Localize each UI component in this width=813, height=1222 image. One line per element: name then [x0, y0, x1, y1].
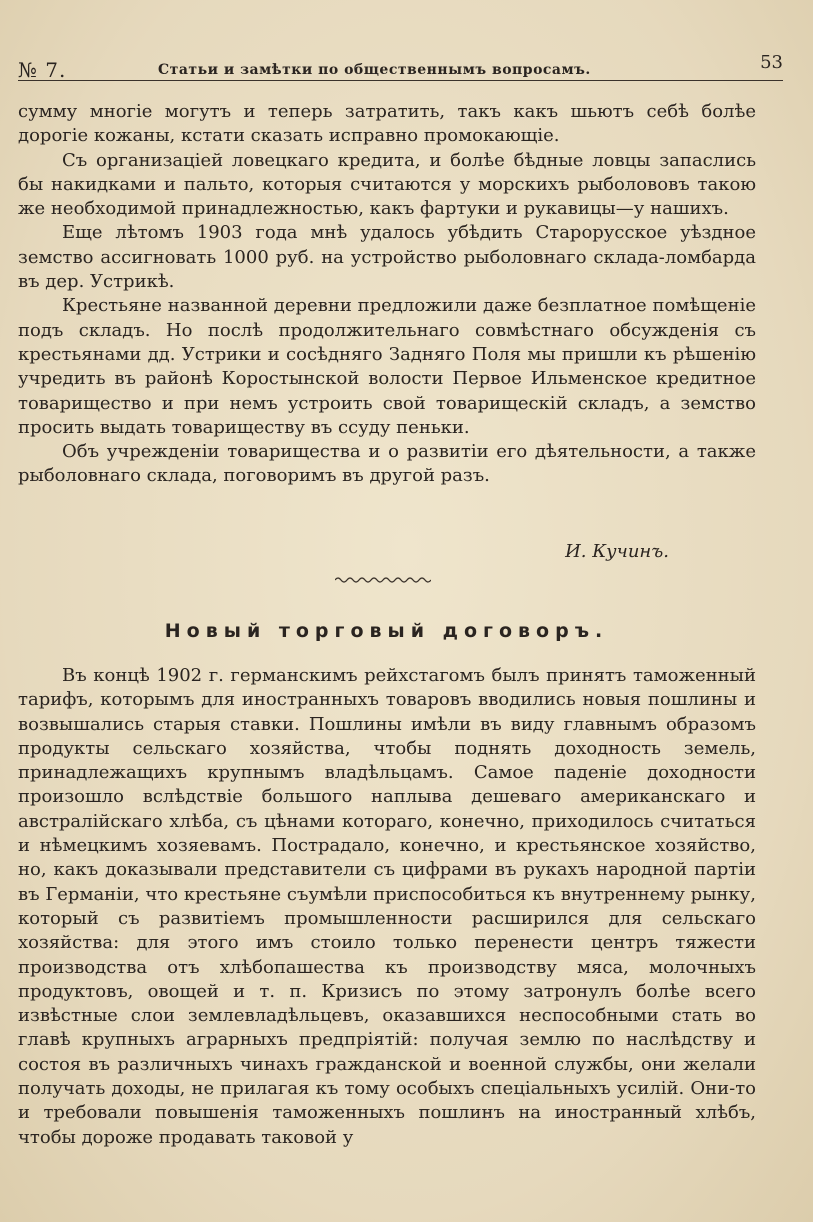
paragraph: Въ концѣ 1902 г. германскимъ рейхстагомъ былъ принятъ таможенный тарифъ, которымъ для иностранныхъ товаровъ вводились новыя пошлины и возвышались старыя ставки. Пошлины имѣли въ виду главнымъ образомъ продукты сельскаго хозяйства, чтобы поднять доходность земель, принадлежащихъ крупнымъ владѣльцамъ. Самое паденіе доходности произошло вслѣдствіе большого наплыва дешеваго американскаго и австралійскаго хлѣба, съ цѣнами котораго, конечно, приходилось считаться и нѣмецкимъ хозяевамъ. Пострадало, конечно, и крестьянское хозяйство, но, какъ доказывали представители съ цифрами въ рукахъ народной партіи въ Германіи, что крестьяне съумѣли приспособиться къ внутреннему рынку, который съ развитіемъ промышленности расширился для сельскаго хозяйства: для этого имъ стоило только перенести центръ тяжести производства отъ хлѣбопашества къ производству мяса, молочныхъ продуктовъ, овощей и т. п. Кризисъ по этому затронулъ болѣе всего извѣстные слои землевладѣльцевъ, оказавшихся неспособными стать во главѣ крупныхъ аграрныхъ предпріятій: получая землю по наслѣдству и состоя въ различныхъ чинахъ гражданской и военной службы, они желали получать доходы, не прилагая къ тому особыхъ спеціальныхъ усилій. Они-то и требовали повышенія таможенныхъ пошлинъ на иностранный хлѣбъ, чтобы дороже продавать таковой у — [18, 665, 756, 1148]
article-continuation — [18, 100, 756, 489]
article-body — [18, 664, 756, 1150]
running-title: Статьи и замѣтки по общественнымъ вопросамъ. — [158, 62, 591, 78]
paragraph: Объ учрежденіи товарищества и о развитіи его дѣятельности, а также рыболовнаго склада, поговоримъ въ другой разъ. — [18, 441, 756, 487]
issue-number: № 7. — [18, 58, 67, 82]
paragraph: Съ организаціей ловецкаго кредита, и болѣе бѣдные ловцы запаслись бы накидками и пальто, которыя считаются у морскихъ рыболововъ такою же необходимой принадлежностью, какъ фартуки и рукавицы—у нашихъ. — [18, 149, 756, 220]
section-title: Новый торговый договоръ. — [164, 620, 609, 642]
running-header — [18, 52, 783, 82]
paragraph: Крестьяне названной деревни предложили даже безплатное помѣщеніе подъ складъ. Но послѣ продолжительнаго совмѣстнаго обсужденія съ крестьянами дд. Устрики и сосѣдняго Задняго Поля мы пришли къ рѣшенію учредить въ районѣ Коростынской волости Первое Ильменское кредитное товарищество и при немъ устроить свой товарищескій складъ, а земство просить выдать товариществу въ ссуду пеньки. — [18, 295, 756, 438]
author-signature: И. Кучинъ. — [565, 541, 669, 562]
paragraph: сумму многіе могутъ и теперь затратить, такъ какъ шьютъ себѣ болѣе дорогіе кожаны, кстати сказать исправно промокающіе. — [18, 101, 756, 147]
page-number: 53 — [760, 52, 783, 73]
paragraph: Еще лѣтомъ 1903 года мнѣ удалось убѣдить Старорусское уѣздное земство ассигновать 1000 руб. на устройство рыболовнаго склада-ломбарда въ дер. Устрикѣ. — [18, 222, 756, 293]
header-rule — [18, 80, 783, 81]
section-divider-ornament — [335, 575, 431, 585]
